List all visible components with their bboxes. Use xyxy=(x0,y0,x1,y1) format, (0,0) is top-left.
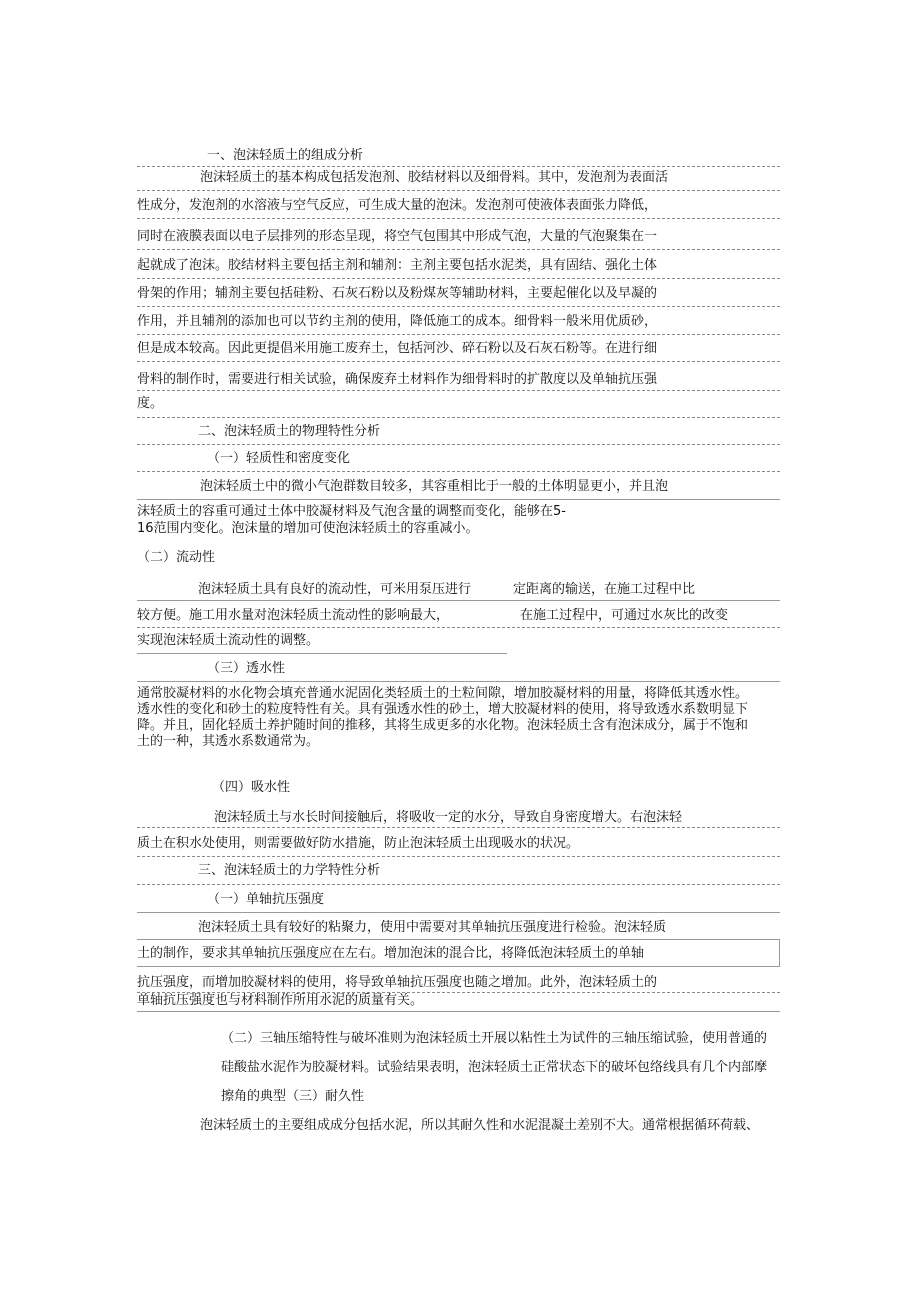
section1-heading: 一、泡沫轻质土的组成分析 xyxy=(207,148,364,163)
divider xyxy=(137,471,780,472)
divider xyxy=(137,218,780,219)
divider xyxy=(137,939,780,940)
section3-sub2-line-3: 擦角的典型（三）耐久性 xyxy=(221,1089,365,1104)
divider xyxy=(137,361,780,362)
section1-line-7: 但是成本较高。因此更提倡米用施工废弃土，包括河沙、碎石粉以及石灰石粉等。在进行细 xyxy=(137,341,658,356)
divider xyxy=(137,627,780,628)
section1-line-9: 度。 xyxy=(137,396,164,411)
divider xyxy=(137,884,780,885)
divider xyxy=(137,249,780,250)
divider xyxy=(137,499,780,500)
section2-sub3-line-1: 通常胶凝材料的水化物会填充普通水泥固化类轻质土的土粒间隙，增加胶凝材料的用量，将降低其透水性。 xyxy=(137,686,749,701)
section2-sub3-paragraph xyxy=(137,686,777,750)
section2-sub1-line-1: 泡沫轻质土中的微小气泡群数目较多，其容重相比于一般的土体明显更小，并且泡 xyxy=(200,479,669,494)
section1-line-6: 作用，并且辅剂的添加也可以节约主剂的使用，降低施工的成本。细骨料一般米用优质砂， xyxy=(137,314,658,329)
section2-sub4-line-2: 质土在积水处使用，则需要做好防水措施，防止泡沫轻质土出现吸水的状况。 xyxy=(137,836,580,851)
section3-sub1-line-4: 单轴抗压强度也与材料制作所用水泥的质量有关。 xyxy=(137,993,424,1008)
section2-sub2-line-1b: 定距离的输送，在施工过程中比 xyxy=(513,582,696,597)
section1-line-2: 性成分，发泡剂的水溶液与空气反应，可生成大量的泡沫。发泡剂可使液体表面张力降低， xyxy=(137,198,658,213)
section3-sub2-line-1: （二）三轴压缩特性与破坏准则为泡沫轻质土开展以粘性土为试件的三轴压缩试验，使用普通的 xyxy=(221,1031,768,1046)
section3-closing-line: 泡沫轻质土的主要组成成分包括水泥，所以其耐久性和水泥混凝土差别不大。通常根据循环荷载、 xyxy=(200,1118,760,1133)
section2-sub2-line-3: 实现泡沫轻质土流动性的调整。 xyxy=(137,633,320,648)
divider xyxy=(137,306,780,307)
divider xyxy=(137,444,780,445)
section2-sub1-line-3: 16范围内变化。泡沫量的增加可使泡沫轻质土的容重减小。 xyxy=(137,521,479,536)
divider xyxy=(137,856,780,857)
divider xyxy=(137,966,780,967)
section3-sub1-line-2: 土的制作，要求其单轴抗压强度应在左右。增加泡沫的混合比，将降低泡沫轻质土的单轴 xyxy=(137,946,645,961)
section3-sub1-line-1: 泡沫轻质土具有较好的粘聚力，使用中需要对其单轴抗压强度进行检验。泡沫轻质 xyxy=(198,920,667,935)
divider xyxy=(137,190,780,191)
section2-sub2-line-1a: 泡沫轻质土具有良好的流动性，可米用泵压进行 xyxy=(198,582,472,597)
divider xyxy=(137,653,507,654)
section2-sub3-line-2: 透水性的变化和砂土的粒度特性有关。具有强透水性的砂土，增大胶凝材料的使用，将导致透水系数明显下 xyxy=(137,702,749,717)
section1-line-1: 泡沫轻质土的基本构成包括发泡剂、胶结材料以及细骨料。其中，发泡剂为表面活 xyxy=(200,170,669,185)
section2-sub3-heading: （三）透水性 xyxy=(207,661,286,676)
divider xyxy=(137,417,780,418)
section3-sub1-line-3: 抗压强度，而增加胶凝材料的使用，将导致单轴抗压强度也随之增加。此外，泡沫轻质土的 xyxy=(137,975,658,990)
section1-line-3: 同时在液膜表面以电子层排列的形态呈现，将空气包围其中形成气泡，大量的气泡聚集在一 xyxy=(137,229,658,244)
section2-sub2-heading: （二）流动性 xyxy=(137,550,216,565)
divider xyxy=(137,166,780,167)
section1-line-8: 骨料的制作时，需要进行相关试验，确保废弃土材料作为细骨料时的扩散度以及单轴抗压强 xyxy=(137,372,658,387)
section2-sub1-line-2: 沫轻质土的容重可通过土体中胶凝材料及气泡含量的调整而变化，能够在5- xyxy=(137,504,566,519)
section1-line-5: 骨架的作用；辅剂主要包括硅粉、石灰石粉以及粉煤灰等辅助材料，主要起催化以及早凝的 xyxy=(137,286,658,301)
divider xyxy=(137,278,780,279)
section2-sub3-line-4: 土的一种，其透水系数通常为。 xyxy=(137,734,320,749)
section2-sub2-line-2b: 在施工过程中，可通过水灰比的改变 xyxy=(520,608,729,623)
divider xyxy=(137,912,780,913)
divider xyxy=(137,600,780,601)
section2-sub4-heading: （四）吸水性 xyxy=(212,780,291,795)
section2-heading: 二、泡沫轻质土的物理特性分析 xyxy=(198,424,381,439)
section2-sub4-line-1: 泡沫轻质土与水长时间接触后，将吸收一定的水分，导致自身密度增大。右泡沫轻 xyxy=(214,810,683,825)
divider xyxy=(137,390,780,391)
section2-sub2-line-2a: 较方便。施工用水量对泡沫轻质土流动性的影响最大， xyxy=(137,608,450,623)
divider xyxy=(137,827,780,828)
section3-heading: 三、泡沫轻质土的力学特性分析 xyxy=(198,863,381,878)
divider xyxy=(137,1011,780,1012)
section3-sub1-heading: （一）单轴抗压强度 xyxy=(207,892,325,907)
section2-sub3-line-3: 降。并且，固化轻质土养护随时间的推移，其将生成更多的水化物。泡沫轻质土含有泡沫成分，属于不饱和 xyxy=(137,718,749,733)
section3-sub2-line-2: 硅酸盐水泥作为胶凝材料。试验结果表明，泡沫轻质土正常状态下的破坏包络线具有几个内部摩 xyxy=(221,1060,768,1075)
divider xyxy=(137,681,780,682)
divider xyxy=(137,334,780,335)
section2-sub1-heading: （一）轻质性和密度变化 xyxy=(207,451,351,466)
divider xyxy=(779,939,780,967)
section1-line-4: 起就成了泡沫。胶结材料主要包括主剂和辅剂：主剂主要包括水泥类，具有固结、强化土体 xyxy=(137,258,658,273)
